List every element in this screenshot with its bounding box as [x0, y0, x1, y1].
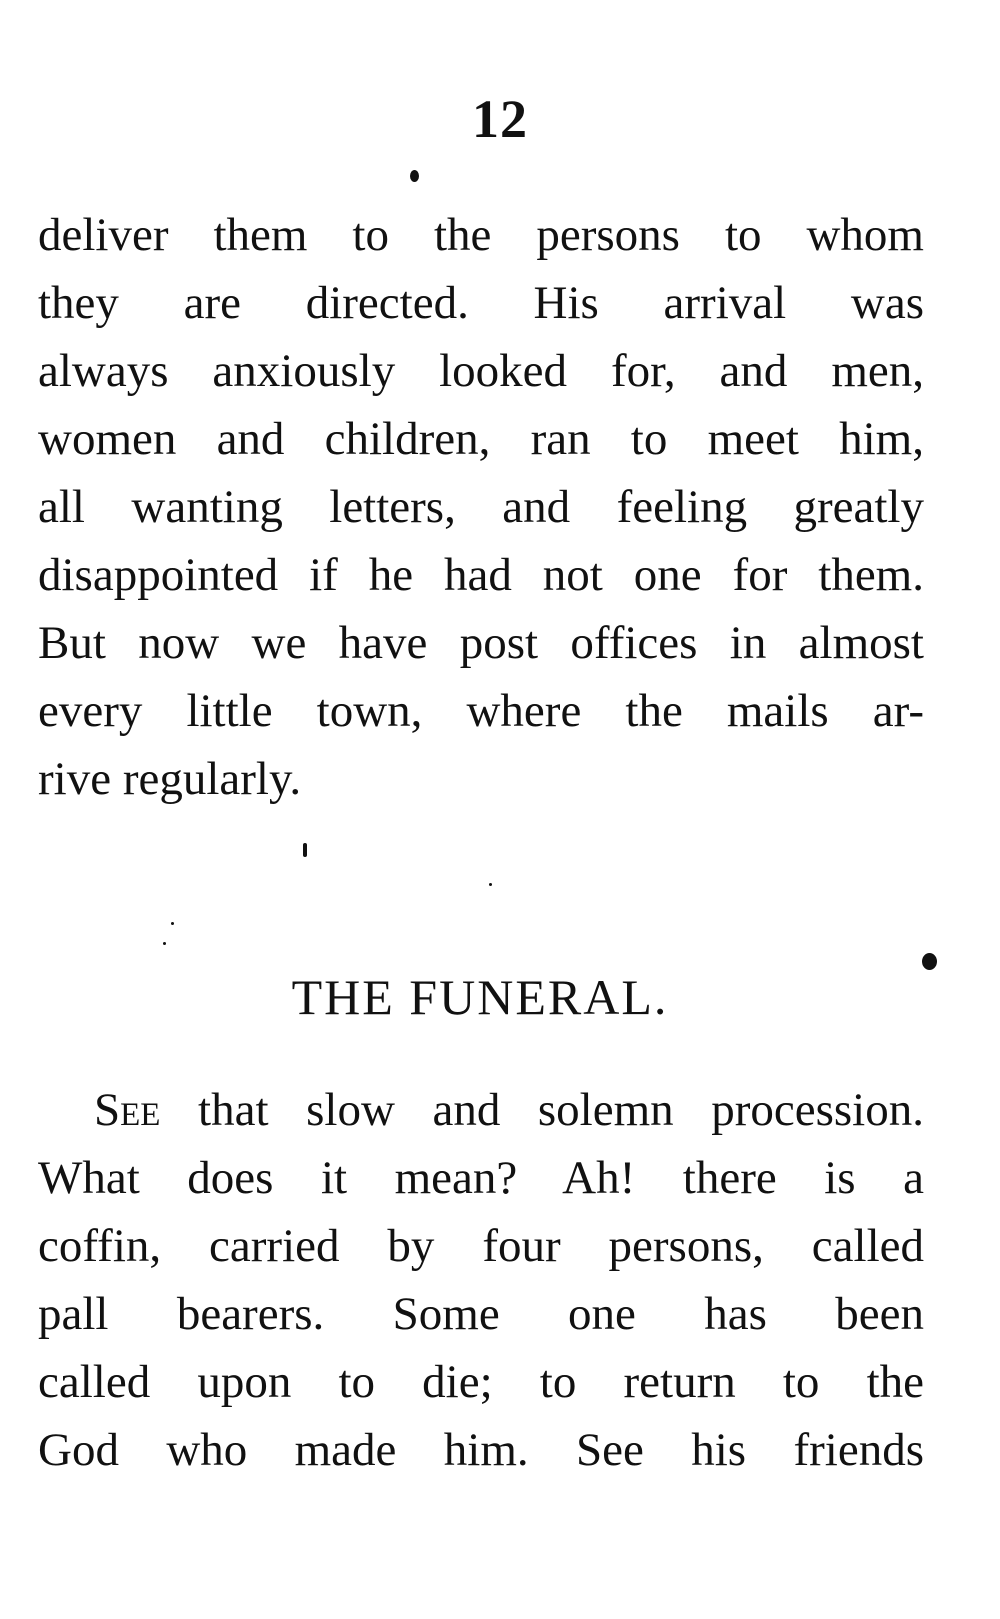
section-heading: THE FUNERAL. [291, 969, 669, 1025]
text-line: women and children, ran to meet him, [38, 413, 924, 465]
text-line: But now we have post offices in almost [38, 617, 924, 669]
ink-speck [410, 170, 419, 182]
ink-speck [171, 922, 174, 925]
page-number: 12 [472, 89, 528, 149]
ink-speck [163, 942, 166, 945]
drop-word: See [94, 1084, 161, 1136]
text-line: pall bearers. Some one has been [38, 1288, 924, 1340]
text-line: coffin, carried by four persons, called [38, 1220, 924, 1272]
text-line: every little town, where the mails ar- [38, 685, 924, 737]
ink-speck [489, 883, 492, 886]
first-line-rest: that slow and solemn procession. [160, 1084, 924, 1136]
text-line: God who made him. See his friends [38, 1424, 924, 1476]
text-line: rive regularly. [38, 753, 302, 805]
ink-speck [922, 953, 937, 970]
text-line: always anxiously looked for, and men, [38, 345, 924, 397]
text-line: called upon to die; to return to the [38, 1356, 924, 1408]
text-line: all wanting letters, and feeling greatly [38, 481, 924, 533]
text-line: they are directed. His arrival was [38, 277, 924, 329]
ink-speck [303, 843, 307, 857]
text-line: disappointed if he had not one for them. [38, 549, 924, 601]
text-line: deliver them to the persons to whom [38, 209, 924, 261]
text-line: What does it mean? Ah! there is a [38, 1152, 924, 1204]
text-line-first [94, 1080, 924, 1140]
